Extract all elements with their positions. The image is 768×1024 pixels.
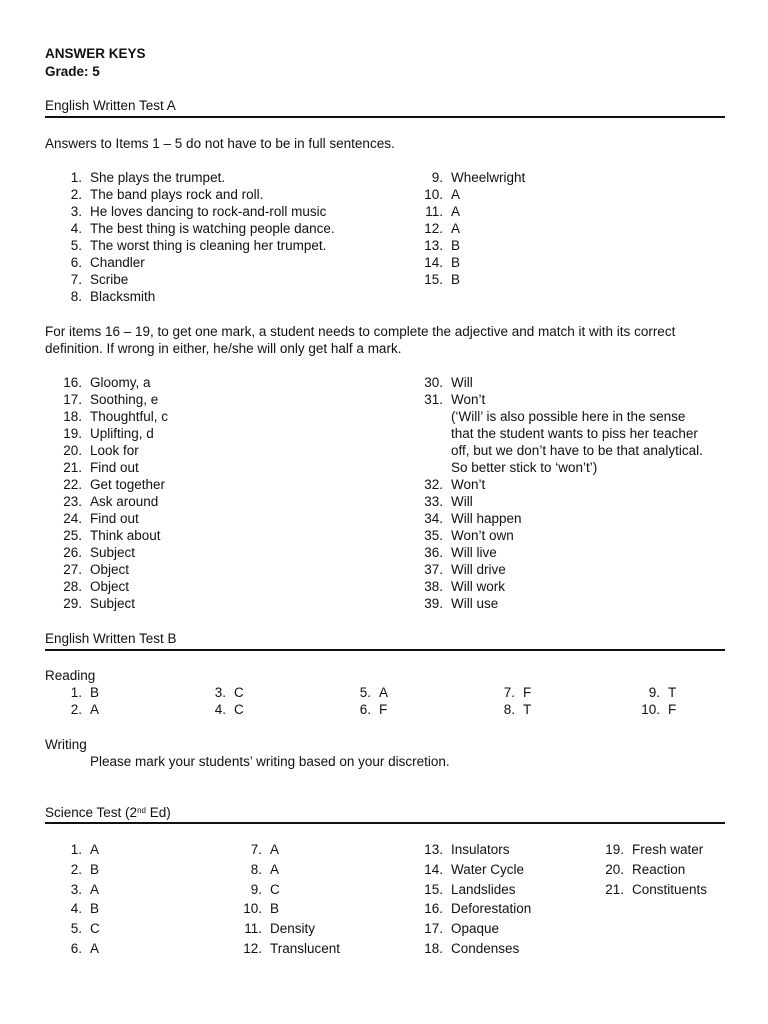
- test-b-divider: [45, 649, 725, 651]
- answer-item: 37. Will drive: [424, 562, 506, 577]
- answer-item: 34. Will happen: [424, 511, 522, 526]
- answer-item: 16. Deforestation: [424, 901, 532, 917]
- answer-item: 6. F: [359, 702, 388, 717]
- answer-item: 9. C: [250, 881, 280, 897]
- answer-item: 28. Object: [63, 579, 130, 594]
- answer-item: 5. A: [359, 685, 389, 700]
- answer-item: 20. Reaction: [605, 861, 686, 877]
- answer-item: 23. Ask around: [63, 494, 159, 509]
- test-a-answers-9-15: [421, 169, 525, 288]
- answer-item: 1. B: [70, 685, 100, 700]
- answer-item: 15. B: [424, 272, 461, 287]
- answer-item: 17. Opaque: [424, 921, 500, 936]
- answer-item: 10. F: [641, 702, 677, 717]
- answer-item: 18. Condenses: [424, 940, 520, 956]
- science-col-2: [240, 840, 340, 959]
- answer-item: 15. Landslides: [424, 881, 516, 897]
- science-col-1: [60, 840, 100, 959]
- writing-label: Writing: [45, 737, 87, 752]
- answer-item: 24. Find out: [63, 511, 139, 526]
- answer-item: 12. Translucent: [243, 940, 341, 956]
- answer-item: 4. C: [214, 702, 244, 717]
- reading-col-3: [349, 684, 388, 718]
- answer-item: 21. Constituents: [605, 881, 708, 897]
- test-a-divider: [45, 116, 725, 118]
- science-heading: Science Test (2nd Ed): [45, 805, 171, 820]
- reading-col-5: [638, 684, 676, 718]
- instruction-line-1: For items 16 – 19, to get one mark, a student needs to complete the adjective and match it with its correct: [45, 324, 676, 339]
- reading-col-1: [60, 684, 99, 718]
- reading-label: Reading: [45, 668, 96, 683]
- grade-label: Grade: 5: [45, 64, 100, 79]
- test-a-note: Answers to Items 1 – 5 do not have to be in full sentences.: [45, 136, 395, 151]
- answer-item: 11. A: [425, 204, 461, 219]
- answer-note-line: that the student wants to piss her teacher: [451, 426, 698, 441]
- answer-item: 1. She plays the trumpet.: [70, 170, 226, 185]
- test-a-answers-30-39: [421, 374, 703, 612]
- answer-note-line: So better stick to ‘won’t’): [451, 460, 598, 475]
- answer-item: 1. A: [70, 842, 100, 857]
- answer-item: 5. The worst thing is cleaning her trumpet.: [70, 238, 327, 253]
- answer-item: 6. A: [70, 940, 100, 956]
- answer-item: 10. B: [243, 901, 280, 917]
- answer-item: 25. Think about: [63, 528, 161, 543]
- test-a-answers-1-8: [60, 169, 335, 305]
- answer-item: 16. Gloomy, a: [63, 375, 151, 390]
- answer-item: 7. A: [250, 842, 280, 857]
- answer-item: 3. He loves dancing to rock-and-roll music: [70, 204, 327, 219]
- answer-item: 4. B: [70, 901, 100, 917]
- answer-item: 22. Get together: [63, 477, 166, 492]
- answer-item: 7. F: [503, 685, 532, 700]
- answer-item: 14. Water Cycle: [424, 861, 525, 877]
- answer-item: 2. The band plays rock and roll.: [70, 187, 264, 202]
- answer-item: 14. B: [424, 255, 461, 270]
- answer-item: 21. Find out: [63, 460, 139, 475]
- answer-item: 17. Soothing, e: [63, 392, 159, 407]
- test-a-answers-16-29: [60, 374, 168, 612]
- answer-item: 26. Subject: [63, 545, 136, 560]
- answer-item: 31. Won’t: [424, 392, 486, 407]
- answer-item: 30. Will: [424, 375, 473, 390]
- writing-instruction: Please mark your students’ writing based on your discretion.: [90, 754, 450, 769]
- answer-item: 18. Thoughtful, c: [63, 409, 169, 424]
- test-a-heading: English Written Test A: [45, 98, 176, 113]
- answer-item: 8. Blacksmith: [70, 289, 156, 304]
- science-col-3: [421, 840, 531, 959]
- answer-item: 2. B: [70, 861, 100, 877]
- answer-item: 38. Will work: [424, 579, 505, 594]
- science-col-4: [602, 840, 707, 899]
- reading-col-4: [493, 684, 531, 718]
- answer-item: 13. B: [424, 238, 461, 253]
- answer-item: 29. Subject: [63, 596, 136, 611]
- answer-item: 35. Won’t own: [424, 528, 514, 543]
- answer-item: 20. Look for: [63, 443, 139, 458]
- answer-item: 19. Fresh water: [605, 842, 704, 857]
- answer-item: 32. Won’t: [424, 477, 486, 492]
- answer-item: 9. T: [648, 685, 677, 700]
- answer-item: 8. A: [250, 861, 280, 877]
- answer-item: 11. Density: [244, 921, 316, 936]
- answer-item: 9. Wheelwright: [431, 170, 526, 185]
- answer-item: 19. Uplifting, d: [63, 426, 154, 441]
- answer-item: 8. T: [503, 702, 532, 717]
- answer-item: 27. Object: [63, 562, 130, 577]
- answer-note-line: (‘Will’ is also possible here in the sense: [451, 409, 686, 424]
- answer-item: 6. Chandler: [70, 255, 145, 270]
- answer-item: 10. A: [424, 187, 461, 202]
- answer-item: 7. Scribe: [70, 272, 129, 287]
- answer-item: 39. Will use: [424, 596, 499, 611]
- answer-item: 3. A: [70, 881, 100, 897]
- answer-item: 5. C: [70, 921, 100, 936]
- test-b-heading: English Written Test B: [45, 631, 177, 646]
- answer-item: 33. Will: [424, 494, 473, 509]
- answer-item: 12. A: [424, 221, 461, 236]
- science-divider: [45, 822, 725, 824]
- answer-item: 2. A: [70, 702, 100, 717]
- answer-item: 13. Insulators: [424, 842, 510, 857]
- answer-note-line: off, but we don’t have to be that analytical.: [451, 443, 703, 458]
- document-title: ANSWER KEYS: [45, 46, 146, 61]
- answer-item: 4. The best thing is watching people dance.: [70, 221, 335, 236]
- answer-item: 36. Will live: [424, 545, 497, 560]
- answer-item: 3. C: [214, 685, 244, 700]
- reading-col-2: [204, 684, 244, 718]
- instruction-line-2: definition. If wrong in either, he/she will only get half a mark.: [45, 341, 402, 356]
